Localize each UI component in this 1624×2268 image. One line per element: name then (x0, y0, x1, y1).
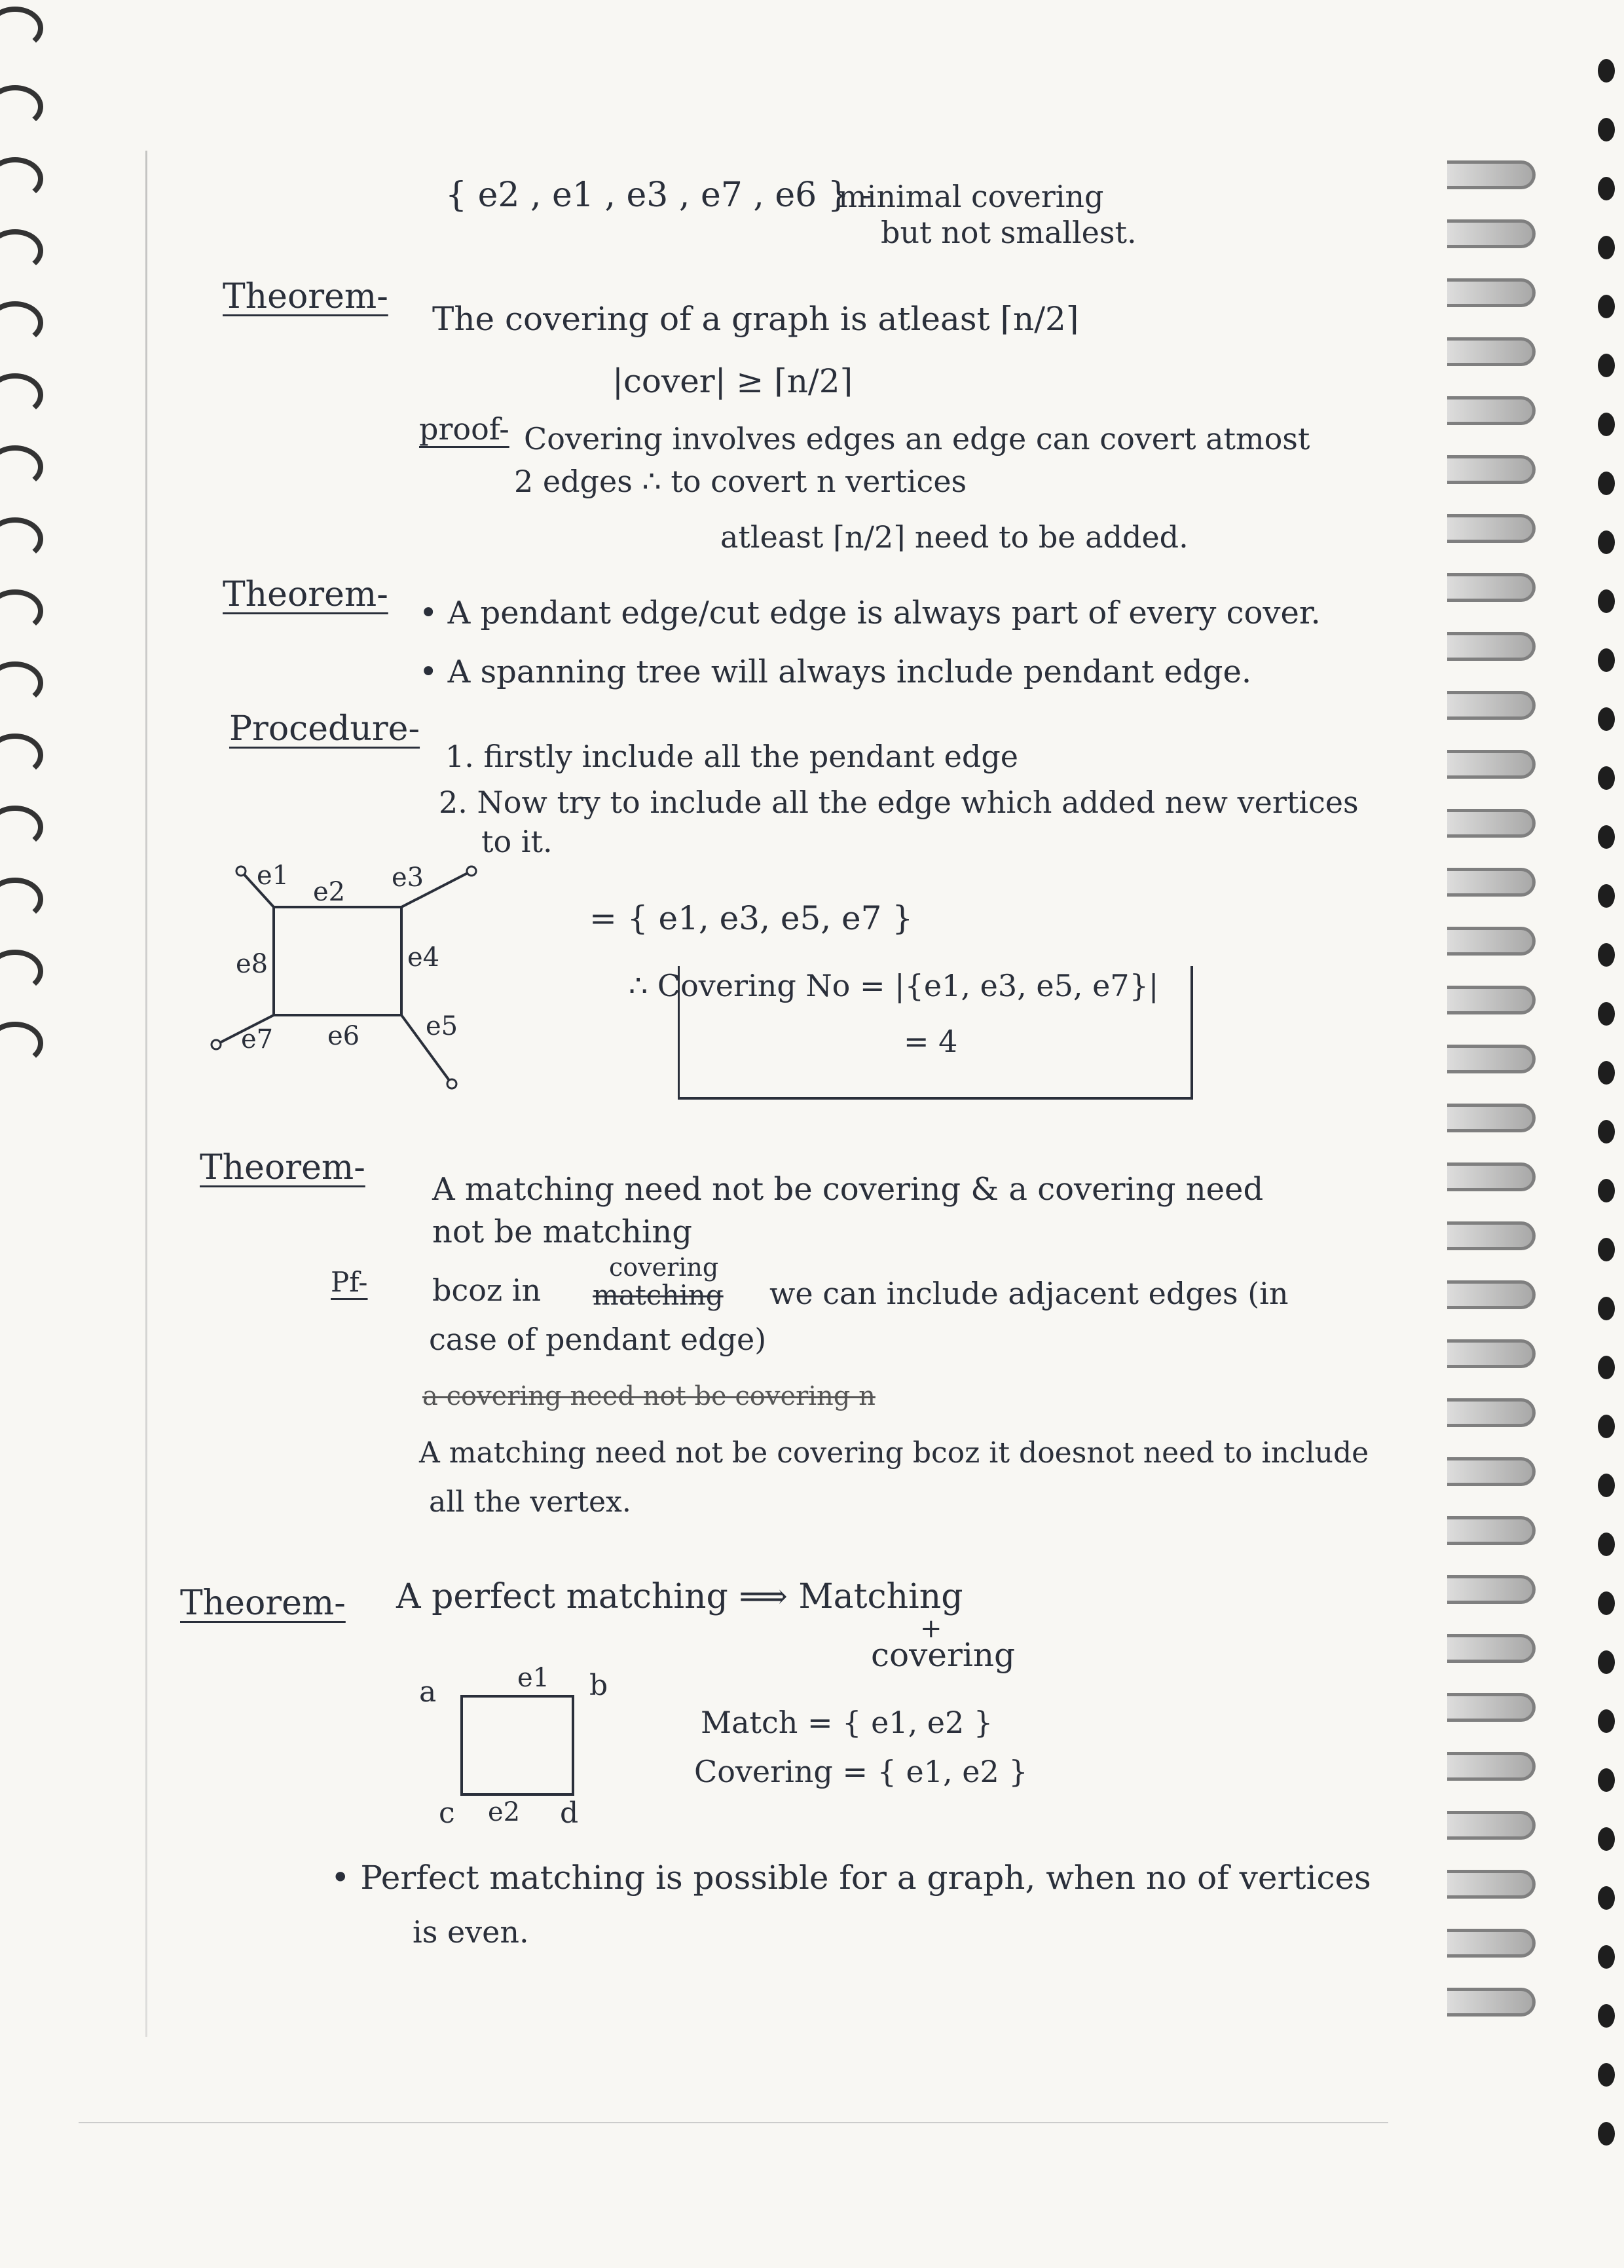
theorem-4-covering: covering (871, 1636, 1016, 1674)
theorem-1-heading: Theorem- (223, 277, 388, 316)
match-set: Match = { e1, e2 } (701, 1705, 993, 1740)
theorem-3-heading: Theorem- (200, 1148, 365, 1187)
minimal-cover-note: minimal covering (838, 179, 1104, 214)
cover-result-set: = { e1, e3, e5, e7 } (589, 899, 913, 937)
margin-line (145, 151, 147, 2037)
proof-line-3: atleast ⌈n/2⌉ need to be added. (720, 519, 1189, 555)
edge-label-e7: e7 (241, 1024, 274, 1054)
edge-label-e4: e4 (407, 942, 440, 973)
vertex-a: a (419, 1675, 437, 1709)
inserted-word: covering (609, 1253, 719, 1282)
edge-label-e6: e6 (327, 1021, 360, 1051)
theorem-3-line-4: case of pendant edge) (429, 1322, 767, 1357)
final-note-line-2: is even. (413, 1914, 529, 1950)
theorem-3-line-5: A matching need not be covering bcoz it doesnot need to include (419, 1436, 1369, 1470)
theorem-4-heading: Theorem- (180, 1584, 346, 1623)
final-note-line-1: • Perfect matching is possible for a graph, when no of vertices (331, 1859, 1371, 1897)
theorem-4-statement: A perfect matching ⟹ Matching (396, 1577, 963, 1616)
theorem-3-line-6: all the vertex. (429, 1485, 631, 1519)
minimal-cover-note-2: but not smallest. (881, 215, 1137, 250)
minimal-cover-set: { e2 , e1 , e3 , e7 , e6 } - (445, 176, 872, 215)
proof-label: proof- (419, 411, 509, 447)
theorem-4-plus: + (920, 1614, 942, 1644)
edge-label-e3: e3 (392, 863, 424, 893)
bottom-rule (79, 2122, 1388, 2123)
left-binding-remnants (0, 0, 46, 1113)
edge-label-e2-matching: e2 (488, 1797, 521, 1827)
struck-line: a covering need not be covering n (422, 1381, 876, 1411)
theorem-3-line-1: A matching need not be covering & a covering need (432, 1171, 1264, 1208)
covering-set: Covering = { e1, e2 } (694, 1754, 1028, 1789)
struck-word: matching (593, 1279, 724, 1311)
edge-label-e1-matching: e1 (517, 1663, 550, 1693)
punch-holes (1598, 59, 1624, 2187)
edge-label-e1: e1 (257, 861, 289, 891)
perfect-matching-graph (452, 1683, 609, 1808)
edge-label-e2: e2 (313, 877, 346, 907)
theorem-2-heading: Theorem- (223, 575, 388, 614)
covering-number-value: = 4 (904, 1024, 958, 1059)
covering-number: ∴ Covering No = |{e1, e3, e5, e7}| (629, 968, 1159, 1003)
proof-line-2: 2 edges ∴ to covert n vertices (514, 464, 967, 499)
procedure-step-1: 1. firstly include all the pendant edge (445, 739, 1018, 774)
procedure-step-2: 2. Now try to include all the edge which added new vertices (439, 785, 1359, 820)
spiral-binding (1447, 160, 1539, 1994)
theorem-1-formula: |cover| ≥ ⌈n/2⌉ (612, 362, 853, 400)
theorem-2-point-1: • A pendant edge/cut edge is always part of every cover. (419, 595, 1321, 631)
vertex-d: d (560, 1796, 579, 1830)
pf-label: Pf- (331, 1266, 368, 1298)
theorem-3-line-2: not be matching (432, 1214, 692, 1250)
procedure-heading: Procedure- (229, 709, 420, 749)
procedure-step-2-cont: to it. (481, 824, 553, 859)
vertex-b: b (589, 1669, 608, 1702)
edge-label-e8: e8 (236, 949, 268, 979)
theorem-1-statement: The covering of a graph is atleast ⌈n/2⌉ (432, 300, 1079, 338)
vertex-c: c (439, 1796, 455, 1830)
proof-line-1: Covering involves edges an edge can covert atmost (524, 421, 1310, 456)
theorem-2-point-2: • A spanning tree will always include pendant edge. (419, 654, 1252, 690)
theorem-3-line-3a: bcoz in (432, 1273, 542, 1308)
edge-label-e5: e5 (426, 1011, 458, 1041)
theorem-3-line-3b: we can include adjacent edges (in (769, 1276, 1289, 1311)
